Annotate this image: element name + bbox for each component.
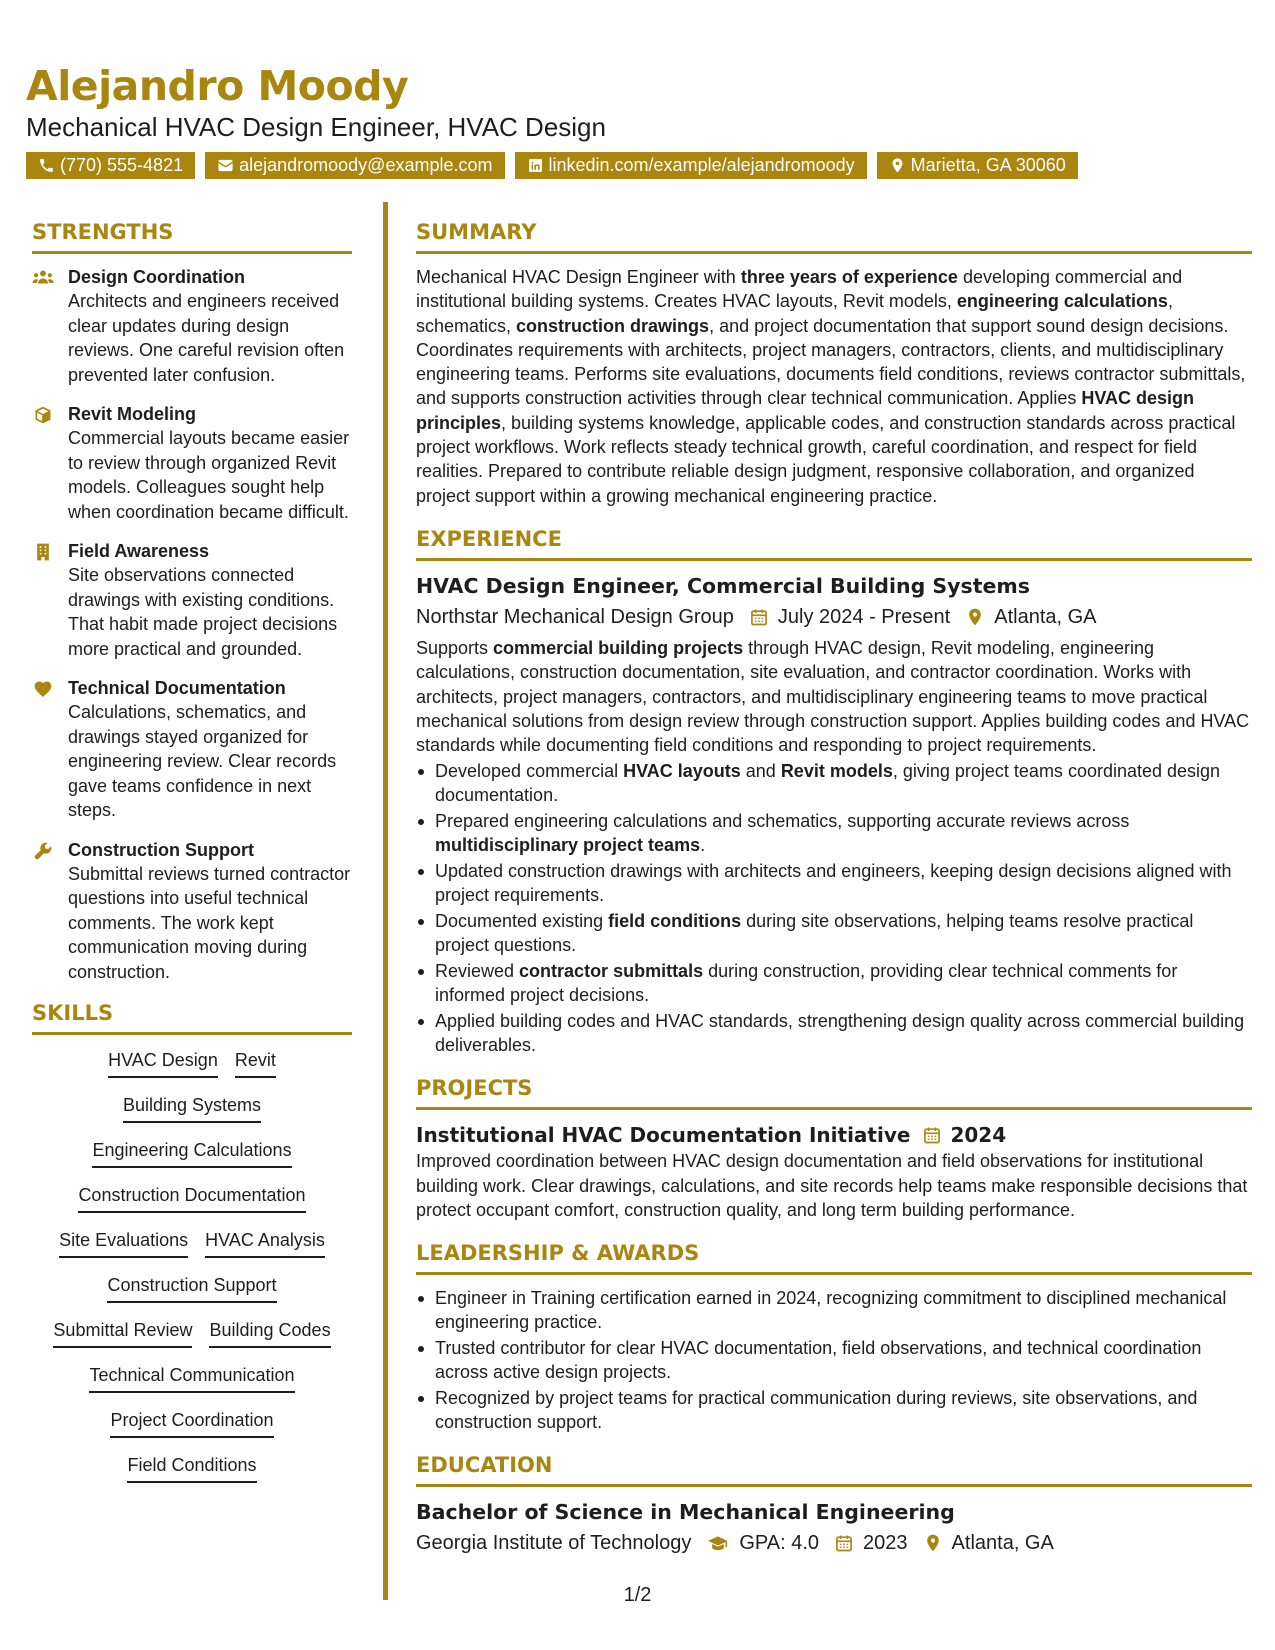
leadership-title: LEADERSHIP & AWARDS [416,1239,1252,1275]
skill-tag: Project Coordination [110,1406,273,1438]
strength-text: Architects and engineers received clear updates during design reviews. One careful revision often prevented later confusion. [68,291,345,385]
skill-row [107,1271,276,1316]
skill-tag: Submittal Review [53,1316,192,1348]
strength-item [32,539,352,661]
strength-item [32,402,352,524]
graduation-year: 2023 [863,1532,908,1555]
contact-bar [26,152,1226,179]
skill-row [59,1226,325,1271]
contact-email[interactable] [205,152,504,179]
job-dates: July 2024 - Present [777,605,951,628]
list-item: Trusted contributor for clear HVAC documentation, field observations, and technical coordination across active design projects. [416,1336,1252,1384]
job-description: Supports commercial building projects through HVAC design, Revit modeling, engineering calculations, construction documentation, site evaluation, and contractor coordination. Works with architects, project managers, contractors, and multidisciplinary engineering teams to move practical mechanical solutions from design review through construction support. Applies building codes and HVAC standards while documenting field conditions and responding to project requirements. [416,637,1250,756]
wrench-icon [32,841,54,861]
project-heading [416,1121,1252,1149]
contact-phone-text: (770) 555-4821 [60,155,184,175]
education-title: EDUCATION [416,1451,1252,1487]
summary-text: Mechanical HVAC Design Engineer with three years of experience developing commercial and institutional building systems. Creates HVAC layouts, Revit models, engineering calculations, schematics, construction drawings, and project documentation that support sound design decisions. Coordinates requirements with architects, project managers, contractors, clients, and multidisciplinary engineering teams. Performs site evaluations, documents field conditions, reviews contractor submittals, and supports construction activities through clear technical communication. Applies HVAC design principles, building systems knowledge, applicable codes, and construction standards across practical project workflows. Work reflects steady technical growth, careful coordination, and respect for field realities. Prepared to contribute reliable design judgment, responsive collaboration, and organized project support within a growing mechanical engineering practice. [416,267,1246,506]
project-year: 2024 [950,1123,1007,1148]
phone-icon [38,157,55,174]
location-icon [965,607,985,627]
list-item: Updated construction drawings with architects and engineers, keeping design decisions aligned with project requirements. [416,859,1252,907]
cube-icon [32,405,54,425]
contact-email-text: alejandromoody@example.com [239,155,493,175]
job-title: HVAC Design Engineer, Commercial Building Systems [416,573,1030,598]
skill-tag: Revit [235,1046,276,1078]
company-name: Northstar Mechanical Design Group [416,605,734,628]
strength-text: Commercial layouts became easier to review through organized Revit models. Colleagues sought help when coordination became difficult. [68,428,350,522]
degree: Bachelor of Science in Mechanical Engineering [416,1500,955,1525]
column-divider [383,202,388,1600]
strength-text: Submittal reviews turned contractor questions into useful technical comments. The work kept communication moving during construction. [68,863,351,982]
strength-item [32,838,352,985]
users-icon [32,268,54,288]
skill-tag: HVAC Design [108,1046,218,1078]
skill-tag: Building Systems [123,1091,261,1123]
list-item: Applied building codes and HVAC standards, strengthening design quality across commercial building deliverables. [416,1009,1252,1057]
location-icon [889,157,906,174]
skill-tag: Engineering Calculations [92,1136,291,1168]
list-item: Recognized by project teams for practical communication during reviews, site observations, and construction support. [416,1386,1252,1434]
list-item: Documented existing field conditions during site observations, helping teams resolve practical project questions. [416,909,1252,957]
skill-row [89,1361,294,1406]
skill-row [108,1046,276,1091]
list-item: Engineer in Training certification earned in 2024, recognizing commitment to disciplined mechanical engineering practice. [416,1286,1252,1334]
skill-tag: Construction Support [107,1271,276,1303]
skills-list [32,1046,352,1496]
skill-tag: Field Conditions [127,1451,256,1483]
skill-row [127,1451,256,1496]
skill-row [53,1316,330,1361]
skill-tag: Construction Documentation [78,1181,305,1213]
list-item: Developed commercial HVAC layouts and Revit models, giving project teams coordinated design documentation. [416,759,1252,807]
resume-header [26,62,1226,179]
job-bullets [416,759,1252,1057]
building-icon [32,542,54,562]
education-meta [416,1526,1252,1560]
contact-location [877,152,1078,179]
strength-item [32,265,352,387]
skill-tag: Technical Communication [89,1361,294,1393]
school-location: Atlanta, GA [951,1532,1054,1555]
strengths-title: STRENGTHS [32,218,352,254]
calendar-icon [922,1125,942,1145]
contact-location-text: Marietta, GA 30060 [910,155,1066,175]
project-text: Improved coordination between HVAC design documentation and field observations for institutional building work. Clear drawings, calculations, and site records help teams make responsible decisions that protect occupant comfort, construction quality, and long term building performance. [416,1151,1248,1221]
job-location: Atlanta, GA [994,605,1097,628]
leadership-list [416,1286,1252,1434]
contact-linkedin[interactable] [515,152,867,179]
candidate-role: Mechanical HVAC Design Engineer, HVAC Design [26,112,606,142]
strength-title: Revit Modeling [68,404,197,424]
right-column [416,218,1252,1562]
email-icon [217,157,234,174]
projects-title: PROJECTS [416,1074,1252,1110]
left-column [32,218,352,1496]
job-meta [416,600,1252,634]
graduation-cap-icon [706,1533,730,1553]
skill-row [110,1406,273,1451]
strength-title: Field Awareness [68,541,210,561]
skill-row [78,1181,305,1226]
heart-icon [32,679,54,699]
strength-title: Technical Documentation [68,678,286,698]
skill-tag: Site Evaluations [59,1226,188,1258]
project-name: Institutional HVAC Documentation Initiative [416,1123,911,1148]
experience-title: EXPERIENCE [416,525,1252,561]
skills-title: SKILLS [32,999,352,1035]
skill-row [123,1091,261,1136]
strength-item [32,676,352,823]
strength-text: Calculations, schematics, and drawings stayed organized for engineering review. Clear records gave teams confidence in next steps. [68,702,337,820]
school-name: Georgia Institute of Technology [416,1532,692,1555]
contact-phone[interactable] [26,152,195,179]
summary-title: SUMMARY [416,218,1252,254]
list-item: Reviewed contractor submittals during construction, providing clear technical comments for informed project decisions. [416,959,1252,1007]
contact-linkedin-text: linkedin.com/example/alejandromoody [548,155,855,175]
gpa: GPA: 4.0 [739,1532,820,1555]
skill-tag: HVAC Analysis [205,1226,325,1258]
strength-text: Site observations connected drawings with existing conditions. That habit made project decisions more practical and grounded. [68,565,338,659]
linkedin-icon [527,157,544,174]
skill-row [92,1136,291,1181]
calendar-icon [749,607,769,627]
strength-title: Design Coordination [68,267,245,287]
candidate-name: Alejandro Moody [26,62,409,110]
location-icon [923,1533,943,1553]
strength-title: Construction Support [68,839,254,860]
skill-tag: Building Codes [209,1316,330,1348]
list-item: Prepared engineering calculations and schematics, supporting accurate reviews across multidisciplinary project teams. [416,809,1252,857]
page-number: 1/2 [623,1584,652,1606]
calendar-icon [834,1533,854,1553]
